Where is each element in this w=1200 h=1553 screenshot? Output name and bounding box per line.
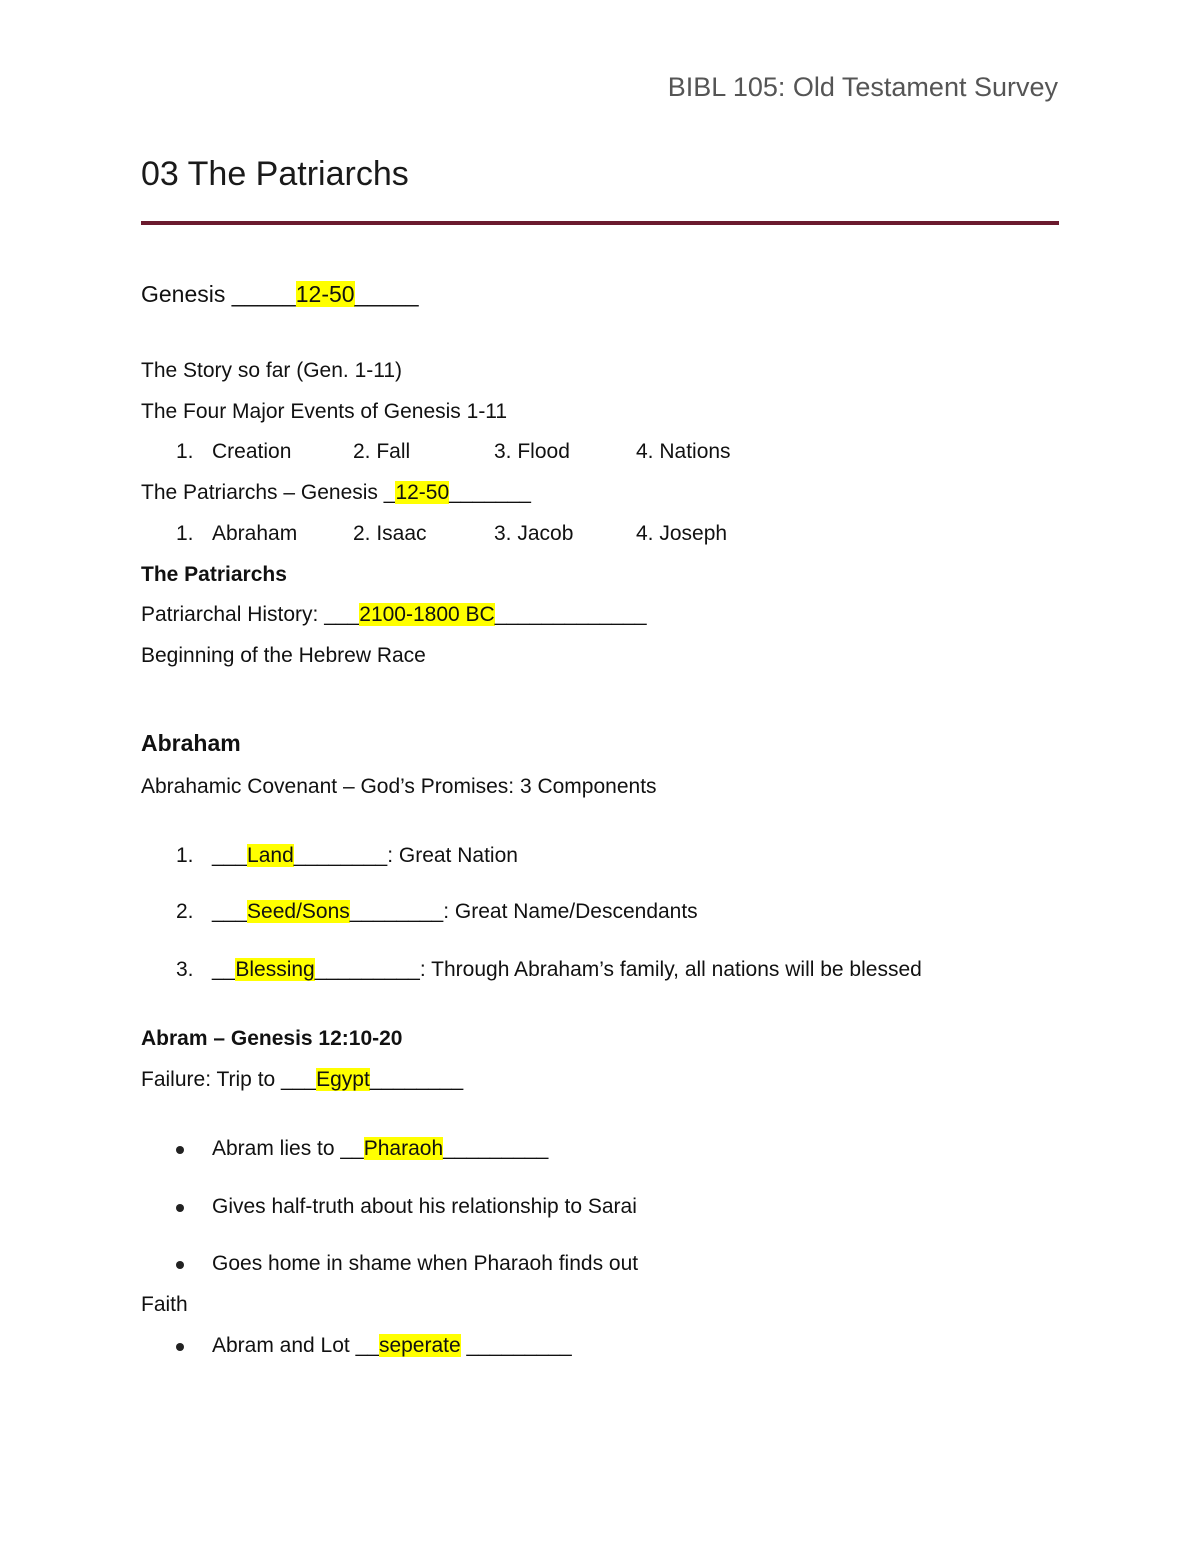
patriarchs-genesis-answer: 12-50 [395,481,450,504]
failure-line [141,1068,463,1092]
covenant-item-2-number: 2. [176,900,194,923]
covenant-item-1-answer: Land [247,844,294,867]
abraham-heading: Abraham [141,730,241,756]
four-events-line: The Four Major Events of Genesis 1-11 [141,400,508,423]
patriarchs-heading: The Patriarchs [141,563,287,586]
patriarchs-genesis-text: The Patriarchs – Genesis _ [141,481,396,504]
failure-text: Failure: Trip to ___ [141,1068,317,1091]
bullet-2-text: Gives half-truth about his relationship to Sarai [212,1195,637,1218]
covenant-line: Abrahamic Covenant – God’s Promises: 3 Components [141,775,657,798]
page-title: 03 The Patriarchs [141,155,409,193]
covenant-item-1-pre: ___ [212,844,248,867]
covenant-item-1-post: ________ [293,844,388,867]
genesis-answer: 12-50 [295,281,355,307]
bullet-icon [176,1261,184,1269]
patriarch-joseph: 4. Joseph [636,522,728,545]
history-text: Patriarchal History: ___ [141,603,360,626]
faith-bullet-pre: Abram and Lot __ [212,1334,379,1357]
bullet-item [212,1137,548,1161]
bullet-item [212,1252,638,1276]
faith-bullet-post: _________ [460,1334,572,1357]
patriarch-abraham: Abraham [212,522,298,545]
bullet-item [212,1334,572,1358]
story-line: The Story so far (Gen. 1-11) [141,359,403,382]
covenant-item-3-pre: __ [212,958,236,981]
history-answer: 2100-1800 BC [359,603,495,626]
covenant-item-1 [212,844,518,868]
failure-post: ________ [369,1068,464,1091]
event-number-1: 1. [176,440,194,463]
patriarch-isaac: 2. Isaac [353,522,427,545]
hebrew-race-line: Beginning of the Hebrew Race [141,644,426,667]
course-header: BIBL 105: Old Testament Survey [667,72,1058,102]
covenant-item-1-desc: : Great Nation [387,844,518,867]
covenant-item-3-number: 3. [176,958,194,981]
covenant-item-3 [212,958,922,982]
covenant-item-1-number: 1. [176,844,194,867]
event-creation: Creation [212,440,292,463]
abram-heading: Abram – Genesis 12:10-20 [141,1027,403,1050]
covenant-item-2-desc: : Great Name/Descendants [443,900,698,923]
covenant-item-3-desc: : Through Abraham’s family, all nations will be blessed [419,958,922,981]
bullet-icon [176,1146,184,1154]
bullet-1-pre: Abram lies to __ [212,1137,364,1160]
genesis-line [141,281,419,308]
bullet-icon [176,1343,184,1351]
bullet-1-answer: Pharaoh [363,1137,444,1160]
genesis-blank-pre: _____ [231,281,296,307]
bullet-3-text: Goes home in shame when Pharaoh finds out [212,1252,639,1275]
covenant-item-2 [212,900,698,924]
event-fall: 2. Fall [353,440,411,463]
genesis-blank-post: _____ [354,281,419,307]
covenant-item-3-post: _________ [314,958,420,981]
history-post: _____________ [494,603,647,626]
covenant-item-2-pre: ___ [212,900,248,923]
failure-answer: Egypt [316,1068,370,1091]
bullet-1-post: _________ [443,1137,549,1160]
covenant-item-3-answer: Blessing [235,958,315,981]
bullet-item [212,1195,637,1219]
history-line [141,603,647,627]
genesis-label: Genesis [141,281,226,307]
patriarchs-genesis-post: _______ [449,481,531,504]
title-divider [141,221,1059,225]
patriarch-number-1: 1. [176,522,194,545]
faith-label: Faith [141,1293,188,1316]
covenant-item-2-post: ________ [349,900,444,923]
covenant-item-2-answer: Seed/Sons [247,900,350,923]
event-nations: 4. Nations [636,440,731,463]
faith-bullet-answer: seperate [378,1334,461,1357]
patriarch-jacob: 3. Jacob [494,522,574,545]
bullet-icon [176,1204,184,1212]
event-flood: 3. Flood [494,440,570,463]
patriarchs-genesis-line [141,481,531,505]
